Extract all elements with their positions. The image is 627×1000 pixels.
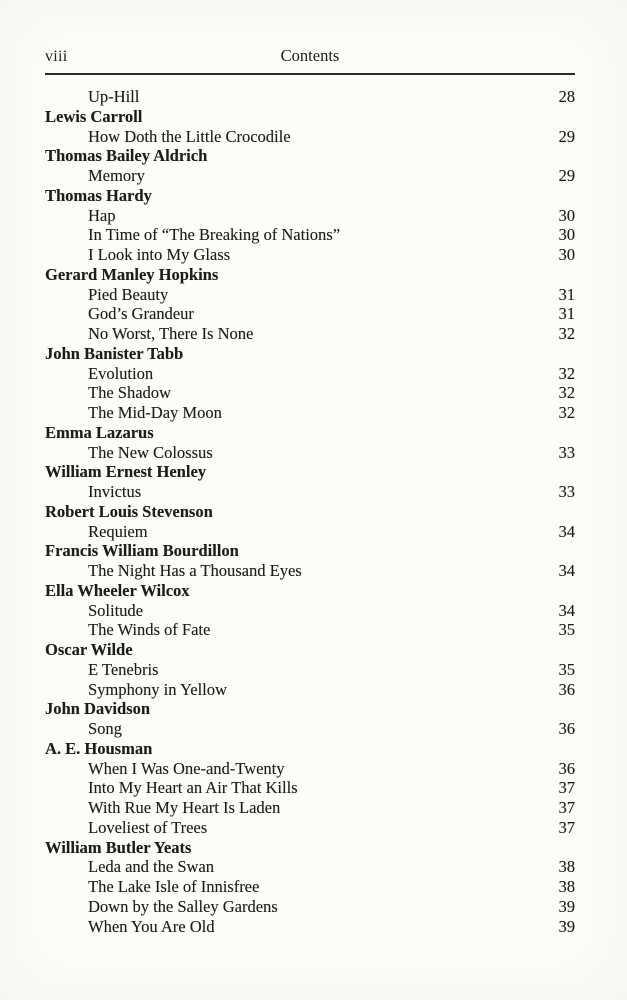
author-name: Robert Louis Stevenson: [45, 501, 213, 521]
page-number: 35: [558, 620, 575, 640]
poem-title: The Winds of Fate: [88, 620, 211, 640]
toc-poem-row: [45, 601, 575, 621]
page-header: [45, 46, 575, 67]
toc-poem-row: [45, 304, 575, 324]
toc-poem-row: [45, 127, 575, 147]
poem-title: Hap: [88, 205, 116, 225]
page-number: 31: [558, 284, 575, 304]
toc-poem-row: [45, 759, 575, 779]
page-number: 34: [558, 521, 575, 541]
toc-poem-row: [45, 403, 575, 423]
page-number: 37: [558, 778, 575, 798]
author-name: Emma Lazarus: [45, 422, 154, 442]
poem-title: The Lake Isle of Innisfree: [88, 877, 260, 896]
toc-poem-row: [45, 620, 575, 640]
poem-title: How Doth the Little Crocodile: [88, 126, 291, 146]
poem-title: Memory: [88, 166, 145, 185]
poem-title: Evolution: [88, 363, 154, 383]
author-name: John Banister Tabb: [45, 343, 184, 363]
toc-poem-row: [45, 877, 575, 897]
poem-title: No Worst, There Is None: [88, 324, 254, 343]
toc-poem-row: [45, 522, 575, 542]
toc-author-row: [45, 186, 575, 206]
poem-title: Into My Heart an Air That Kills: [88, 778, 298, 798]
poem-title: With Rue My Heart Is Laden: [88, 798, 281, 817]
author-name: Gerard Manley Hopkins: [45, 264, 219, 284]
page-number: 31: [558, 304, 575, 324]
poem-title: Down by the Salley Gardens: [88, 896, 278, 916]
poem-title: In Time of “The Breaking of Nations”: [88, 225, 341, 245]
poem-title: The Night Has a Thousand Eyes: [88, 561, 302, 580]
page-number: 34: [558, 600, 575, 620]
page-number: 34: [558, 561, 575, 580]
toc-poem-row: [45, 680, 575, 700]
toc-author-row: [45, 502, 575, 522]
poem-title: Solitude: [88, 600, 144, 620]
poem-title: E Tenebris: [88, 659, 159, 679]
toc-poem-row: [45, 857, 575, 877]
toc-poem-row: [45, 917, 575, 937]
page-number: 33: [558, 482, 575, 501]
toc-author-row: [45, 146, 575, 166]
toc-author-row: [45, 581, 575, 601]
author-name: Thomas Hardy: [45, 185, 152, 205]
page-number: 37: [558, 817, 575, 837]
page-number: 28: [558, 87, 575, 106]
poem-title: I Look into My Glass: [88, 245, 231, 264]
poem-title: Song: [88, 719, 122, 738]
poem-title: The Shadow: [88, 383, 171, 403]
poem-title: Requiem: [88, 521, 148, 541]
toc-poem-row: [45, 285, 575, 305]
page-number: 29: [558, 126, 575, 146]
page-number: 30: [558, 245, 575, 264]
page-number: 30: [558, 205, 575, 225]
toc-author-row: [45, 423, 575, 443]
toc-poem-row: [45, 245, 575, 265]
page-number: 29: [558, 166, 575, 185]
poem-title: Up-Hill: [88, 87, 140, 106]
page-number: 38: [558, 857, 575, 877]
toc-poem-row: [45, 818, 575, 838]
toc-author-row: [45, 838, 575, 858]
toc-list: [45, 87, 575, 936]
page-number: 32: [558, 383, 575, 403]
toc-poem-row: [45, 482, 575, 502]
page-number: 30: [558, 225, 575, 245]
author-name: Francis William Bourdillon: [45, 541, 239, 561]
toc-author-row: [45, 699, 575, 719]
toc-author-row: [45, 541, 575, 561]
page-number: 36: [558, 679, 575, 699]
page-number: 32: [558, 324, 575, 343]
author-name: A. E. Housman: [45, 738, 153, 758]
toc-poem-row: [45, 383, 575, 403]
page-number: 32: [558, 363, 575, 383]
running-title: Contents: [280, 46, 340, 65]
toc-poem-row: [45, 206, 575, 226]
toc-author-row: [45, 344, 575, 364]
page-number: 39: [558, 896, 575, 916]
toc-poem-row: [45, 561, 575, 581]
author-name: Thomas Bailey Aldrich: [45, 146, 208, 166]
toc-poem-row: [45, 660, 575, 680]
page-number: 36: [558, 758, 575, 778]
poem-title: Invictus: [88, 482, 142, 501]
header-rule: [45, 73, 575, 75]
author-name: John Davidson: [45, 699, 151, 719]
toc-poem-row: [45, 719, 575, 739]
author-name: William Butler Yeats: [45, 837, 192, 857]
page-number: 35: [558, 659, 575, 679]
poem-title: Leda and the Swan: [88, 857, 214, 877]
toc-poem-row: [45, 897, 575, 917]
page-number: 38: [558, 877, 575, 896]
toc-author-row: [45, 107, 575, 127]
page-number: 32: [558, 403, 575, 422]
toc-poem-row: [45, 225, 575, 245]
toc-author-row: [45, 640, 575, 660]
page-number: 39: [558, 916, 575, 936]
author-name: Oscar Wilde: [45, 640, 133, 659]
toc-poem-row: [45, 443, 575, 463]
toc-poem-row: [45, 166, 575, 186]
toc-author-row: [45, 265, 575, 285]
poem-title: The New Colossus: [88, 442, 213, 462]
author-name: Lewis Carroll: [45, 106, 143, 126]
folio-number: viii: [45, 48, 68, 65]
poem-title: When You Are Old: [88, 916, 215, 936]
poem-title: When I Was One-and-Twenty: [88, 758, 285, 778]
toc-author-row: [45, 462, 575, 482]
poem-title: The Mid-Day Moon: [88, 403, 222, 422]
poem-title: God’s Grandeur: [88, 304, 194, 324]
toc-poem-row: [45, 364, 575, 384]
toc-poem-row: [45, 798, 575, 818]
toc-poem-row: [45, 778, 575, 798]
page-number: 33: [558, 442, 575, 462]
author-name: William Ernest Henley: [45, 462, 207, 482]
page-number: 36: [558, 719, 575, 738]
poem-title: Loveliest of Trees: [88, 817, 208, 837]
poem-title: Pied Beauty: [88, 284, 169, 304]
toc-poem-row: [45, 324, 575, 344]
poem-title: Symphony in Yellow: [88, 679, 227, 699]
author-name: Ella Wheeler Wilcox: [45, 580, 190, 600]
toc-poem-row: [45, 87, 575, 107]
page-number: 37: [558, 798, 575, 817]
toc-author-row: [45, 739, 575, 759]
